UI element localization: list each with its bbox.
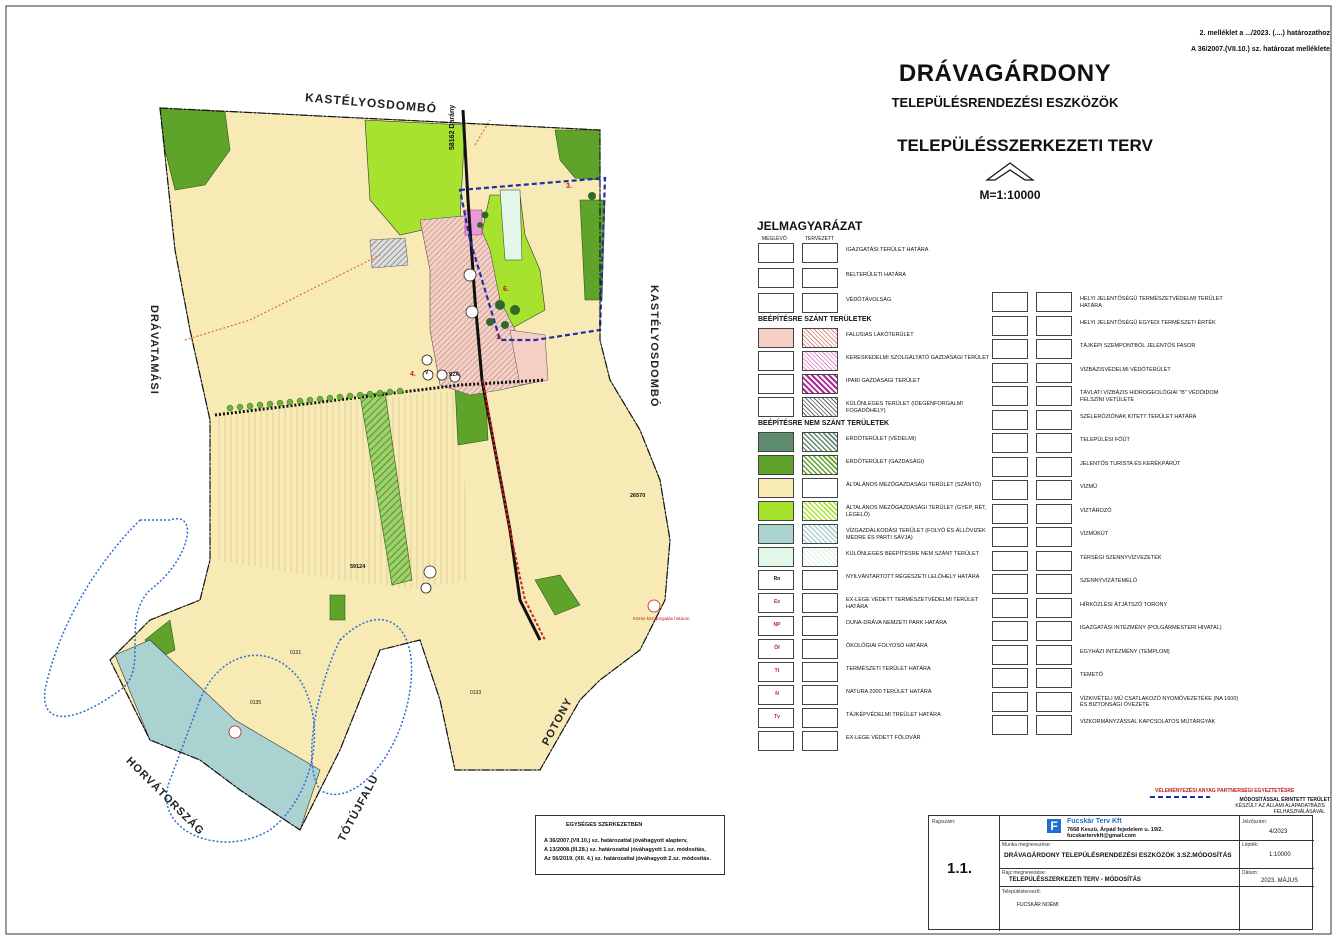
legend-code: Öf bbox=[774, 645, 780, 651]
base-note: KÉSZÜLT AZ ÁLLAMI ALAPADATBÁZIS FELHASZNÁLÁSÁVAL bbox=[1235, 803, 1325, 815]
legend-swatch-existing bbox=[992, 410, 1028, 430]
legend-code: Ex bbox=[773, 599, 781, 605]
legend-swatch-existing bbox=[758, 662, 794, 682]
marker-3: 3. bbox=[566, 183, 572, 190]
legend-swatch-existing bbox=[992, 292, 1028, 312]
legend-label: KÜLÖNLEGES TERÜLET (IDEGENFORGALMI FOGADÓHELY) bbox=[846, 401, 963, 414]
project-name: DRÁVAGÁRDONY TELEPÜLÉSRENDEZÉSI ESZKÖZÖK 3.SZ.MÓDOSÍTÁS bbox=[1004, 852, 1232, 859]
legend-label: VÍZMŰKÚT bbox=[1080, 531, 1109, 537]
special-area bbox=[370, 238, 408, 268]
legend-swatch-planned bbox=[1036, 386, 1072, 406]
legend-swatch-planned bbox=[802, 570, 838, 590]
legend-label: ERDŐTERÜLET (GAZDASÁGI) bbox=[846, 459, 925, 465]
parcel-label-4: 0131 bbox=[290, 650, 302, 656]
legend-label: IGAZGATÁSI INTÉZMÉNY (POLGÁRMESTERI HIVATAL) bbox=[1080, 625, 1222, 631]
page-subtitle: TELEPÜLÉSRENDEZÉSI ESZKÖZÖK bbox=[891, 95, 1119, 110]
legend-swatch-existing bbox=[992, 433, 1028, 453]
legend-swatch-existing bbox=[758, 243, 794, 263]
company-email: fucskartervkft@gmail.com bbox=[1067, 833, 1136, 839]
parcel-label-1: 26570 bbox=[630, 493, 646, 499]
legend-title: JELMAGYARÁZAT bbox=[757, 219, 863, 233]
legend-label: FALUSIAS LAKÓTERÜLET bbox=[846, 332, 914, 338]
legend-swatch-existing bbox=[758, 397, 794, 417]
legend-label: TÁJKÉPVÉDELMI TREÜLET HATÁRA bbox=[846, 712, 941, 718]
legend-swatch-existing bbox=[992, 621, 1028, 641]
legend-swatch-planned bbox=[1036, 292, 1072, 312]
legend-swatch-planned bbox=[1036, 457, 1072, 477]
legend-swatch-planned bbox=[1036, 410, 1072, 430]
legend-label: ERDŐTERÜLET (VÉDELMI) bbox=[846, 436, 917, 442]
date-value: 2023. MÁJUS bbox=[1261, 878, 1299, 884]
legend-swatch-existing bbox=[992, 504, 1028, 524]
place-west: DRÁVATAMÁSI bbox=[148, 305, 160, 395]
legend-label: IGAZGATÁSI TERÜLET HATÁRA bbox=[846, 247, 929, 253]
title-block bbox=[928, 815, 1313, 930]
legend-swatch-existing bbox=[992, 339, 1028, 359]
parcel-label-3: 0135 bbox=[250, 700, 262, 706]
unified-title: EGYSÉGES SZERKEZETBEN bbox=[566, 822, 643, 828]
unified-line-1: A 36/2007.(VII.10.) sz. határozattal jóváhagyott alapterv, bbox=[544, 838, 688, 844]
legend-swatch-planned bbox=[802, 478, 838, 498]
facility-code-v: V bbox=[425, 370, 429, 376]
legend-label: VÉDŐTÁVOLSÁG bbox=[846, 297, 892, 303]
legend-swatch-planned bbox=[802, 328, 838, 348]
parcel-strips bbox=[215, 390, 470, 590]
legend-swatch-existing bbox=[992, 386, 1028, 406]
legend-label: EGYHÁZI INTÉZMÉNY (TEMPLOM) bbox=[1080, 648, 1170, 655]
legend-swatch-planned bbox=[802, 593, 838, 613]
annex-line-2: A 36/2007.(VII.10.) sz. határozat melléklete bbox=[1190, 46, 1330, 53]
scale-label: M=1:10000 bbox=[979, 188, 1041, 202]
legend-swatch-planned bbox=[1036, 551, 1072, 571]
legend-swatch-existing bbox=[758, 616, 794, 636]
legend-label: IPARI GAZDASÁGI TERÜLET bbox=[846, 378, 921, 384]
legend-swatch-planned bbox=[802, 432, 838, 452]
legend-label: TELEPÜLÉSI FŐÚT bbox=[1080, 437, 1130, 443]
legend-label: SZÉLERÓZIÓNAK KITETT TERÜLET HATÁRA bbox=[1080, 413, 1197, 420]
legend-swatch-existing bbox=[992, 645, 1028, 665]
facility-code-sza: SZÁ bbox=[449, 372, 459, 378]
company-logo-icon: F bbox=[1047, 819, 1061, 833]
legend-swatch-existing bbox=[758, 547, 794, 567]
legend-swatch-planned bbox=[802, 243, 838, 263]
place-north: KASTÉLYOSDOMBÓ bbox=[304, 90, 438, 116]
legend-label: KÜLÖNLEGES BEÉPÍTÉSRE NEM SZÁNT TERÜLET bbox=[846, 551, 980, 557]
legend-label: TÁJKÉPI SZEMPONTBÓL JELENTŐS FASOR bbox=[1080, 343, 1196, 349]
legend-swatch-planned bbox=[802, 351, 838, 371]
drawing-label: Rajz megnevezése: bbox=[1002, 870, 1046, 876]
north-arrow-icon bbox=[985, 160, 1035, 182]
legend-swatch-existing bbox=[758, 268, 794, 288]
legend-swatch-planned bbox=[802, 524, 838, 544]
legend-label: VÍZTÁROZÓ bbox=[1080, 507, 1112, 514]
company-name: Fucskár Terv Kft bbox=[1067, 818, 1122, 825]
marker-1: 1. bbox=[496, 334, 502, 341]
legend-code: N bbox=[775, 691, 779, 697]
legend-swatch-existing bbox=[992, 316, 1028, 336]
legend-col-planned: TERVEZETT bbox=[805, 236, 835, 242]
legend-swatch-planned bbox=[1036, 668, 1072, 688]
marker-4: 4. bbox=[410, 371, 416, 378]
legend-swatch-existing bbox=[992, 457, 1028, 477]
company-address: 7668 Keszü, Árpád fejedelem u. 19/2. bbox=[1067, 827, 1163, 833]
place-southwest: HORVÁTORSZÁG bbox=[123, 755, 207, 838]
plan-title: TELEPÜLÉSSZERKEZETI TERV bbox=[897, 136, 1153, 155]
legend-swatch-existing bbox=[758, 708, 794, 728]
legend-label: JELENTŐS TURISTA ÉS KERÉKPÁRÚT bbox=[1080, 460, 1181, 467]
legend-label: VÍZGAZDÁLKODÁSI TERÜLET (FOLYÓ ÉS ÁLLÓVIZEK MEDRE ÉS PARTI SÁVJA) bbox=[846, 528, 986, 541]
unified-structure-box bbox=[535, 815, 725, 875]
legend-label: VÍZMŰ bbox=[1080, 484, 1098, 490]
legend-code: Tt bbox=[774, 668, 780, 674]
legend-swatch-planned bbox=[802, 547, 838, 567]
legend-swatch-planned bbox=[802, 731, 838, 751]
parcel-label-2: 59124 bbox=[350, 564, 366, 570]
unified-line-2: A 13/2008.(III.28.) sz. határozattal jóváhagyott 1.sz. módosítás, bbox=[544, 847, 706, 853]
designer-name: FUCSKÁR NOÉMI bbox=[1017, 902, 1059, 908]
place-east: KASTÉLYOSDOMBÓ bbox=[648, 285, 660, 408]
legend-label: HELYI JELENTŐSÉGŰ EGYEDI TERMÉSZETI ÉRTÉK bbox=[1080, 319, 1216, 326]
legend-label: EX-LEGE VÉDETT TERMÉSZETVÉDELMI TERÜLET HATÁRA bbox=[846, 597, 979, 610]
legend-swatch-planned bbox=[802, 708, 838, 728]
legend-swatch-existing bbox=[992, 692, 1028, 712]
legend-swatch-planned bbox=[1036, 339, 1072, 359]
modified-label: MÓDOSÍTÁSSAL ÉRINTETT TERÜLET bbox=[1239, 797, 1330, 803]
legend-label: BELTERÜLETI HATÁRA bbox=[846, 272, 907, 278]
date-label: Dátum: bbox=[1242, 870, 1259, 876]
legend-swatch-existing bbox=[758, 351, 794, 371]
legend-swatch-existing bbox=[992, 551, 1028, 571]
legend-label: ÖKOLÓGIAI FOLYOSÓ HATÁRA bbox=[846, 643, 928, 649]
legend-swatch-planned bbox=[1036, 598, 1072, 618]
legend-label: HÍRKÖZLÉSI ÁTJÁTSZÓ TORONY bbox=[1080, 601, 1168, 608]
legend-code: NP bbox=[773, 622, 781, 628]
legend-label: TÉRSÉGI SZENNYVÍZVEZETÉK bbox=[1080, 554, 1162, 561]
legend-label: NATURA 2000 TERÜLET HATÁRA bbox=[846, 689, 932, 695]
legend-swatch-existing bbox=[758, 432, 794, 452]
legend-col-existing: MEGLÉVŐ bbox=[762, 236, 787, 242]
border-note: Közös közigazgatás határon bbox=[633, 616, 690, 621]
job-number: 4/2023 bbox=[1269, 829, 1288, 835]
legend-swatch-planned bbox=[802, 616, 838, 636]
legend-label: TEMETŐ bbox=[1080, 672, 1103, 678]
legend-swatch-existing bbox=[758, 731, 794, 751]
legend-swatch-existing bbox=[758, 639, 794, 659]
legend-swatch-existing bbox=[992, 668, 1028, 688]
legend-swatch-existing bbox=[758, 524, 794, 544]
legend-swatch-planned bbox=[802, 455, 838, 475]
legend-swatch-planned bbox=[1036, 621, 1072, 641]
legend-swatch-existing bbox=[992, 574, 1028, 594]
legend-swatch-existing bbox=[758, 293, 794, 313]
legend-swatch-planned bbox=[802, 268, 838, 288]
legend-label: VÍZBÁZISVÉDELMI VÉDŐTERÜLET bbox=[1080, 366, 1171, 373]
legend-swatch-planned bbox=[1036, 504, 1072, 524]
job-number-label: Jelzőszám: bbox=[1242, 819, 1268, 825]
legend-swatch-existing bbox=[992, 715, 1028, 735]
legend-swatch-existing bbox=[992, 598, 1028, 618]
place-south: TÓTÚJFALU bbox=[336, 772, 382, 844]
legend-swatch-planned bbox=[802, 685, 838, 705]
legend-swatch-planned bbox=[1036, 645, 1072, 665]
unified-line-3: Az 56/2019. (XII. 4.) sz. határozattal jóváhagyott 2.sz. módosítás. bbox=[544, 856, 711, 862]
legend-label: ÁLTALÁNOS MEZŐGAZDASÁGI TERÜLET (GYEP, RÉT, LEGELŐ) bbox=[846, 505, 987, 518]
legend-label: EX-LEGE VÉDETT FÖLDVÁR bbox=[846, 735, 921, 741]
legend-swatch-existing bbox=[758, 328, 794, 348]
legend-swatch-planned bbox=[1036, 363, 1072, 383]
drawing-name: TELEPÜLÉSSZERKEZETI TERV - MÓDOSÍTÁS bbox=[1009, 877, 1141, 883]
legend-swatch-existing bbox=[758, 501, 794, 521]
legend-swatch-planned bbox=[1036, 527, 1072, 547]
legend-swatch-existing bbox=[758, 374, 794, 394]
legend-swatch-planned bbox=[1036, 574, 1072, 594]
legend-section-heading: BEÉPÍTÉSRE NEM SZÁNT TERÜLETEK bbox=[758, 420, 890, 427]
legend-swatch-planned bbox=[1036, 433, 1072, 453]
modified-line-icon bbox=[1150, 794, 1210, 800]
legend-code: Tv bbox=[774, 714, 780, 720]
marker-6: 6. bbox=[503, 286, 509, 293]
road-label: 58162 Darány bbox=[449, 104, 456, 150]
legend-swatch-planned bbox=[802, 639, 838, 659]
scale-value: 1:10000 bbox=[1269, 852, 1291, 858]
drawing-number: 1.1. bbox=[947, 860, 973, 877]
legend-swatch-planned bbox=[802, 662, 838, 682]
legend-section-heading: BEÉPÍTÉSRE SZÁNT TERÜLETEK bbox=[758, 316, 872, 323]
legend-swatch-planned bbox=[1036, 715, 1072, 735]
forest-s bbox=[330, 595, 345, 620]
project-label: Munka megnevezése: bbox=[1002, 842, 1051, 848]
legend-label: KERESKEDELMI SZOLGÁLTATÓ GAZDASÁGI TERÜLET bbox=[846, 355, 990, 361]
legend-swatch-existing bbox=[992, 363, 1028, 383]
place-southeast: POTONY bbox=[540, 695, 576, 748]
legend-label: NYILVÁNTARTOTT RÉGÉSZETI LELŐHELY HATÁRA bbox=[846, 574, 980, 580]
legend-swatch-existing bbox=[758, 685, 794, 705]
legend-label: DUNA-DRÁVA NEMZETI PARK HATÁRA bbox=[846, 620, 947, 626]
legend-swatch-planned bbox=[802, 397, 838, 417]
legend-swatch-existing bbox=[992, 480, 1028, 500]
legend-label: SZENNYVÍZÁTEMELŐ bbox=[1080, 578, 1138, 584]
legend-swatch-existing bbox=[758, 593, 794, 613]
legend-swatch-existing bbox=[992, 527, 1028, 547]
legend-swatch-planned bbox=[1036, 316, 1072, 336]
scale-label-tb: Lépték: bbox=[1242, 842, 1259, 848]
designer-label: Településtervező: bbox=[1002, 889, 1041, 895]
opinion-line: VÉLEMÉNYEZÉSI ANYAG PARTNERSÉGI EGYEZTETÉSRE bbox=[1155, 788, 1295, 794]
legend-code: Rn bbox=[773, 576, 781, 582]
legend-label: HELYI JELENTŐSÉGŰ TERMÉSZETVÉDELMI TERÜLET HATÁRA bbox=[1080, 296, 1223, 309]
legend-label: ÁLTALÁNOS MEZŐGAZDASÁGI TERÜLET (SZÁNTÓ) bbox=[846, 482, 981, 488]
legend-swatch-existing bbox=[758, 570, 794, 590]
legend-label: VÍZKORMÁNYZÁSSAL KAPCSOLATOS MŰTÁRGYAK bbox=[1080, 719, 1216, 725]
drawing-number-label: Rajzszám: bbox=[932, 819, 956, 825]
page-title: DRÁVAGÁRDONY bbox=[898, 60, 1112, 87]
legend-swatch-planned bbox=[802, 501, 838, 521]
legend-label: VÍZKIVÉTELI MŰ CSATLAKOZÓ NYOMÓVEZETÉKE (NA 1600) ÉS BIZTONSÁGI ÖVEZETE bbox=[1080, 695, 1239, 708]
annex-line: 2. melléklet a .../2023. (....) határozathoz bbox=[1199, 30, 1330, 37]
legend-label: TÁVLATI VÍZBÁZIS HIDROGEOLÓGIAI "B" VÉDŐIDOM FELSZÍNI VETÜLETE bbox=[1080, 390, 1219, 403]
legend-swatch-existing bbox=[758, 455, 794, 475]
legend-swatch-planned bbox=[1036, 692, 1072, 712]
legend-swatch-planned bbox=[1036, 480, 1072, 500]
legend-label: TERMÉSZETI TERÜLET HATÁRA bbox=[846, 666, 931, 672]
legend-swatch-planned bbox=[802, 374, 838, 394]
legend-swatch-planned bbox=[802, 293, 838, 313]
parcel-label-5: 0133 bbox=[470, 690, 482, 696]
legend-swatch-existing bbox=[758, 478, 794, 498]
